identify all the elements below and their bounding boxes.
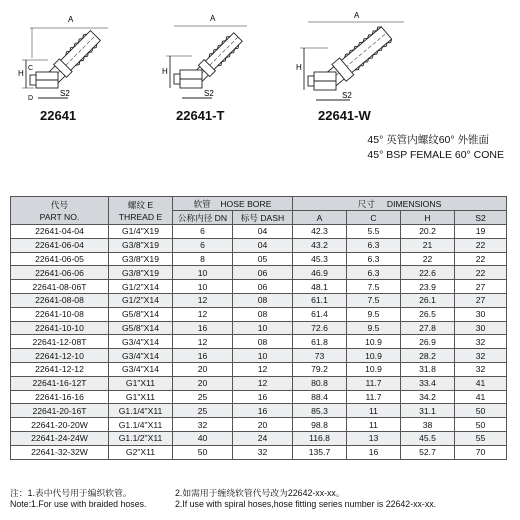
table-row bbox=[11, 280, 507, 294]
dim-letter-a: A bbox=[68, 15, 74, 24]
cell-dn: 20 bbox=[173, 362, 233, 376]
cell-dash: 32 bbox=[233, 445, 293, 459]
table-row bbox=[11, 376, 507, 390]
cell-dn: 10 bbox=[173, 280, 233, 294]
cell-dn: 12 bbox=[173, 335, 233, 349]
cell-c: 16 bbox=[347, 445, 401, 459]
cell-thread: G1/2"X14 bbox=[109, 293, 173, 307]
cell-dash: 06 bbox=[233, 266, 293, 280]
cell-a: 79.2 bbox=[293, 362, 347, 376]
cell-c: 7.5 bbox=[347, 293, 401, 307]
fitting-drawing-22641-w bbox=[292, 8, 412, 108]
cell-part-no: 22641-10-10 bbox=[11, 321, 109, 335]
cell-dn: 12 bbox=[173, 307, 233, 321]
cell-dn: 16 bbox=[173, 321, 233, 335]
cell-part-no: 22641-20-16T bbox=[11, 404, 109, 418]
cell-a: 80.8 bbox=[293, 376, 347, 390]
cell-s2: 41 bbox=[455, 376, 507, 390]
cell-s2: 30 bbox=[455, 307, 507, 321]
cell-s2: 32 bbox=[455, 335, 507, 349]
cell-part-no: 22641-16-16 bbox=[11, 390, 109, 404]
cell-dn: 25 bbox=[173, 390, 233, 404]
cell-thread: G1.1/2"X11 bbox=[109, 431, 173, 445]
table-row bbox=[11, 321, 507, 335]
dim-letter-s2: S2 bbox=[342, 91, 352, 100]
cell-h: 26.5 bbox=[401, 307, 455, 321]
cell-c: 9.5 bbox=[347, 321, 401, 335]
cell-dash: 08 bbox=[233, 307, 293, 321]
dim-letter-s2: S2 bbox=[60, 89, 70, 98]
cell-s2: 22 bbox=[455, 266, 507, 280]
col-thread-cn: 螺纹 E bbox=[127, 199, 154, 210]
cell-dn: 25 bbox=[173, 404, 233, 418]
col-thread-en: THREAD E bbox=[118, 211, 163, 222]
table-row bbox=[11, 390, 507, 404]
cell-a: 61.8 bbox=[293, 335, 347, 349]
cell-dash: 20 bbox=[233, 418, 293, 432]
cell-a: 85.3 bbox=[293, 404, 347, 418]
cell-h: 20.2 bbox=[401, 225, 455, 239]
cell-dn: 8 bbox=[173, 252, 233, 266]
table-notes bbox=[10, 488, 510, 510]
cell-part-no: 22641-06-06 bbox=[11, 266, 109, 280]
cell-part-no: 22641-08-08 bbox=[11, 293, 109, 307]
cell-s2: 50 bbox=[455, 404, 507, 418]
figure-label-22641-t: 22641-T bbox=[176, 108, 225, 123]
cell-a: 61.1 bbox=[293, 293, 347, 307]
cell-c: 6.3 bbox=[347, 252, 401, 266]
drawings-area bbox=[0, 0, 520, 190]
cell-part-no: 22641-10-08 bbox=[11, 307, 109, 321]
col-a: A bbox=[293, 211, 347, 225]
col-dim-en: DIMENSIONS bbox=[386, 198, 442, 209]
note-2-cn: 2.如需用于缠绕软管代号改为22642-xx-xx。 bbox=[175, 488, 345, 498]
cell-s2: 22 bbox=[455, 238, 507, 252]
cell-part-no: 22641-32-32W bbox=[11, 445, 109, 459]
cell-s2: 30 bbox=[455, 321, 507, 335]
description-en: 45° BSP FEMALE 60° CONE bbox=[367, 149, 504, 161]
cell-h: 45.5 bbox=[401, 431, 455, 445]
cell-dn: 20 bbox=[173, 376, 233, 390]
col-s2: S2 bbox=[455, 211, 507, 225]
cell-s2: 27 bbox=[455, 280, 507, 294]
cell-s2: 32 bbox=[455, 362, 507, 376]
cell-part-no: 22641-12-08T bbox=[11, 335, 109, 349]
col-hose-cn: 软管 bbox=[193, 198, 211, 209]
cell-a: 45.3 bbox=[293, 252, 347, 266]
col-hose-bore bbox=[173, 197, 293, 211]
cell-a: 88.4 bbox=[293, 390, 347, 404]
col-part-no bbox=[11, 197, 109, 225]
cell-h: 23.9 bbox=[401, 280, 455, 294]
cell-h: 31.8 bbox=[401, 362, 455, 376]
table-row bbox=[11, 293, 507, 307]
cell-dn: 6 bbox=[173, 225, 233, 239]
col-part-en: PART NO. bbox=[39, 211, 80, 222]
cell-dash: 16 bbox=[233, 390, 293, 404]
cell-thread: G3/4"X14 bbox=[109, 362, 173, 376]
cell-dash: 04 bbox=[233, 225, 293, 239]
table-row bbox=[11, 335, 507, 349]
col-c: C bbox=[347, 211, 401, 225]
cell-dn: 12 bbox=[173, 293, 233, 307]
cell-c: 7.5 bbox=[347, 280, 401, 294]
cell-a: 116.8 bbox=[293, 431, 347, 445]
cell-thread: G5/8"X14 bbox=[109, 307, 173, 321]
dim-letter-h: H bbox=[18, 69, 24, 78]
cell-a: 72.6 bbox=[293, 321, 347, 335]
cell-c: 13 bbox=[347, 431, 401, 445]
cell-c: 10.9 bbox=[347, 349, 401, 363]
cell-h: 38 bbox=[401, 418, 455, 432]
cell-dash: 05 bbox=[233, 252, 293, 266]
cell-dash: 08 bbox=[233, 293, 293, 307]
fitting-drawing-22641-t bbox=[152, 8, 262, 108]
table-row bbox=[11, 362, 507, 376]
table-row bbox=[11, 404, 507, 418]
cell-a: 46.9 bbox=[293, 266, 347, 280]
col-part-cn: 代号 bbox=[50, 199, 69, 210]
cell-a: 98.8 bbox=[293, 418, 347, 432]
table-row bbox=[11, 431, 507, 445]
dim-letter-h: H bbox=[296, 63, 302, 72]
dim-letter-d: D bbox=[28, 95, 34, 102]
cell-c: 10.9 bbox=[347, 335, 401, 349]
cell-part-no: 22641-16-12T bbox=[11, 376, 109, 390]
fitting-drawing-22641 bbox=[8, 8, 128, 108]
table-row bbox=[11, 225, 507, 239]
cell-dash: 10 bbox=[233, 321, 293, 335]
cell-thread: G1/2"X14 bbox=[109, 280, 173, 294]
cell-h: 22.6 bbox=[401, 266, 455, 280]
dim-letter-c: C bbox=[28, 65, 34, 72]
cell-h: 26.9 bbox=[401, 335, 455, 349]
table-row bbox=[11, 307, 507, 321]
cell-h: 52.7 bbox=[401, 445, 455, 459]
table-row bbox=[11, 252, 507, 266]
cell-thread: G2"X11 bbox=[109, 445, 173, 459]
cell-dash: 12 bbox=[233, 362, 293, 376]
cell-thread: G1.1/4"X11 bbox=[109, 404, 173, 418]
note-1-en: Note:1.For use with braided hoses. bbox=[10, 499, 147, 509]
cell-dn: 16 bbox=[173, 349, 233, 363]
table-row bbox=[11, 238, 507, 252]
col-h: H bbox=[401, 211, 455, 225]
cell-thread: G3/4"X14 bbox=[109, 349, 173, 363]
cell-thread: G1"X11 bbox=[109, 376, 173, 390]
cell-dash: 10 bbox=[233, 349, 293, 363]
cell-a: 43.2 bbox=[293, 238, 347, 252]
fitting-description bbox=[367, 133, 504, 163]
cell-dash: 04 bbox=[233, 238, 293, 252]
cell-part-no: 22641-04-04 bbox=[11, 225, 109, 239]
col-dash: 标号 DASH bbox=[233, 211, 293, 225]
cell-s2: 70 bbox=[455, 445, 507, 459]
cell-dash: 08 bbox=[233, 335, 293, 349]
dim-letter-h: H bbox=[162, 67, 168, 76]
cell-thread: G3/4"X14 bbox=[109, 335, 173, 349]
description-cn: 45° 英管内螺纹60° 外锥面 bbox=[367, 134, 489, 146]
figure-label-22641: 22641 bbox=[40, 108, 77, 123]
cell-s2: 22 bbox=[455, 252, 507, 266]
cell-dash: 06 bbox=[233, 280, 293, 294]
cell-h: 26.1 bbox=[401, 293, 455, 307]
cell-dash: 12 bbox=[233, 376, 293, 390]
col-hose-en: HOSE BORE bbox=[220, 198, 272, 209]
cell-thread: G3/8"X19 bbox=[109, 238, 173, 252]
cell-part-no: 22641-12-12 bbox=[11, 362, 109, 376]
cell-a: 42.3 bbox=[293, 225, 347, 239]
cell-h: 34.2 bbox=[401, 390, 455, 404]
cell-h: 21 bbox=[401, 238, 455, 252]
cell-dn: 10 bbox=[173, 266, 233, 280]
cell-thread: G1/4"X19 bbox=[109, 225, 173, 239]
cell-c: 6.3 bbox=[347, 238, 401, 252]
cell-c: 6.3 bbox=[347, 266, 401, 280]
cell-c: 9.5 bbox=[347, 307, 401, 321]
cell-dn: 40 bbox=[173, 431, 233, 445]
cell-c: 11.7 bbox=[347, 390, 401, 404]
cell-s2: 32 bbox=[455, 349, 507, 363]
cell-dash: 16 bbox=[233, 404, 293, 418]
cell-h: 22 bbox=[401, 252, 455, 266]
col-dimensions bbox=[293, 197, 507, 211]
cell-part-no: 22641-06-04 bbox=[11, 238, 109, 252]
table-row bbox=[11, 266, 507, 280]
figure-label-22641-w: 22641-W bbox=[318, 108, 371, 123]
cell-part-no: 22641-12-10 bbox=[11, 349, 109, 363]
cell-thread: G3/8"X19 bbox=[109, 266, 173, 280]
note-1-cn: 注：1.表中代号用于编织软管。 bbox=[10, 488, 132, 498]
cell-h: 27.8 bbox=[401, 321, 455, 335]
cell-thread: G1"X11 bbox=[109, 390, 173, 404]
cell-part-no: 22641-20-20W bbox=[11, 418, 109, 432]
cell-s2: 50 bbox=[455, 418, 507, 432]
cell-a: 48.1 bbox=[293, 280, 347, 294]
table-row bbox=[11, 349, 507, 363]
cell-c: 11 bbox=[347, 404, 401, 418]
spec-table bbox=[10, 196, 507, 460]
cell-part-no: 22641-06-05 bbox=[11, 252, 109, 266]
cell-a: 73 bbox=[293, 349, 347, 363]
cell-thread: G5/8"X14 bbox=[109, 321, 173, 335]
dim-letter-a: A bbox=[354, 11, 360, 20]
dim-letter-a: A bbox=[210, 14, 216, 23]
cell-thread: G3/8"X19 bbox=[109, 252, 173, 266]
note-2-en: 2.If use with spiral hoses,hose fitting series number is 22642-xx-xx. bbox=[175, 499, 437, 509]
cell-dn: 6 bbox=[173, 238, 233, 252]
cell-c: 11.7 bbox=[347, 376, 401, 390]
cell-a: 61.4 bbox=[293, 307, 347, 321]
cell-c: 5.5 bbox=[347, 225, 401, 239]
table-row bbox=[11, 445, 507, 459]
cell-h: 33.4 bbox=[401, 376, 455, 390]
cell-s2: 55 bbox=[455, 431, 507, 445]
cell-h: 28.2 bbox=[401, 349, 455, 363]
col-thread bbox=[109, 197, 173, 225]
cell-s2: 41 bbox=[455, 390, 507, 404]
table-row bbox=[11, 418, 507, 432]
cell-a: 135.7 bbox=[293, 445, 347, 459]
cell-c: 10.9 bbox=[347, 362, 401, 376]
col-dn: 公称内径 DN bbox=[173, 211, 233, 225]
cell-s2: 19 bbox=[455, 225, 507, 239]
cell-c: 11 bbox=[347, 418, 401, 432]
cell-dash: 24 bbox=[233, 431, 293, 445]
cell-h: 31.1 bbox=[401, 404, 455, 418]
cell-dn: 50 bbox=[173, 445, 233, 459]
cell-part-no: 22641-08-06T bbox=[11, 280, 109, 294]
table-header-row bbox=[11, 197, 507, 211]
cell-dn: 32 bbox=[173, 418, 233, 432]
dim-letter-s2: S2 bbox=[204, 89, 214, 98]
cell-s2: 27 bbox=[455, 293, 507, 307]
col-dim-cn: 尺寸 bbox=[357, 198, 375, 209]
cell-part-no: 22641-24-24W bbox=[11, 431, 109, 445]
cell-thread: G1.1/4"X11 bbox=[109, 418, 173, 432]
